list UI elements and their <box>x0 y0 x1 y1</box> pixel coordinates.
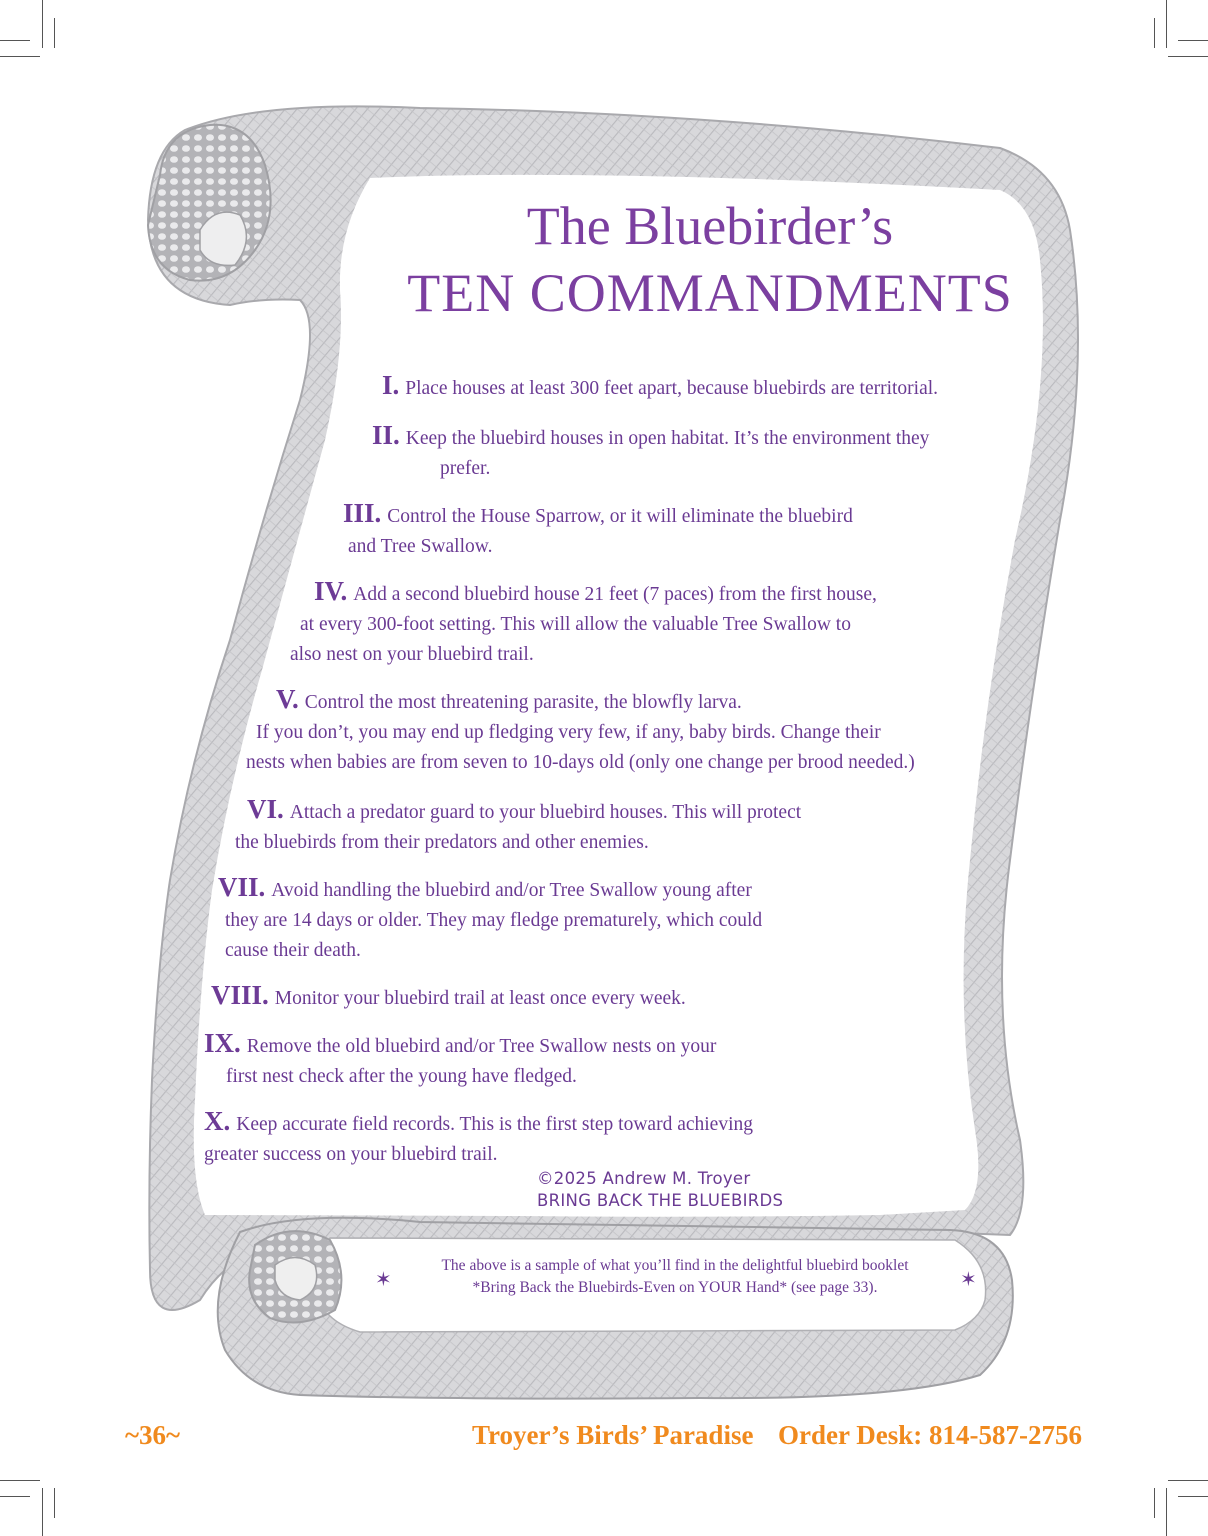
commandment-text: Place houses at least 300 feet apart, because bluebirds are territorial. <box>405 378 939 399</box>
footer-order-desk: Order Desk: 814-587-2756 <box>778 1420 1082 1450</box>
commandment-numeral: I. <box>382 370 400 400</box>
commandment-4 <box>290 576 877 670</box>
commandment-text: they are 14 days or older. They may fledge prematurely, which could <box>225 910 763 931</box>
commandment-text: Remove the old bluebird and/or Tree Swallow nests on your <box>246 1036 717 1057</box>
commandment-text: Control the most threatening parasite, the blowfly larva. <box>304 692 742 713</box>
commandment-text: cause their death. <box>225 940 361 961</box>
commandment-9 <box>204 1028 716 1092</box>
commandment-text: and Tree Swallow. <box>348 536 493 557</box>
commandment-text: the bluebirds from their predators and other enemies. <box>235 832 649 853</box>
commandment-text: If you don’t, you may end up fledging very few, if any, baby birds. Change their <box>256 722 881 743</box>
booklet-note <box>400 1255 950 1299</box>
commandment-numeral: V. <box>276 684 299 714</box>
commandment-text: first nest check after the young have fledged. <box>226 1066 577 1087</box>
copyright-line: ©2025 Andrew M. Troyer <box>537 1169 751 1188</box>
commandment-text: Monitor your bluebird trail at least once every week. <box>274 988 686 1009</box>
commandment-numeral: VIII. <box>211 980 269 1010</box>
star-icon: ✶ <box>375 1269 392 1291</box>
booklet-note-line2: *Bring Back the Bluebirds-Even on YOUR Hand* (see page 33). <box>472 1279 878 1296</box>
commandment-numeral: IV. <box>314 576 348 606</box>
copyright-credit <box>537 1168 783 1212</box>
commandment-7 <box>218 872 762 966</box>
commandment-10 <box>204 1106 753 1170</box>
commandment-text: Add a second bluebird house 21 feet (7 paces) from the first house, <box>353 584 877 605</box>
commandment-numeral: III. <box>343 498 382 528</box>
commandment-text: greater success on your bluebird trail. <box>204 1144 498 1165</box>
commandment-text: at every 300-foot setting. This will allow the valuable Tree Swallow to <box>300 614 851 635</box>
page-number: ~36~ <box>125 1420 181 1450</box>
commandment-2 <box>372 420 929 484</box>
page-title-line1: The Bluebirder’s <box>526 196 894 256</box>
star-icon: ✶ <box>960 1269 977 1291</box>
page-title-line2: TEN COMMANDMENTS <box>407 263 1013 323</box>
footer-company-name: Troyer’s Birds’ Paradise <box>472 1420 754 1450</box>
commandment-text: also nest on your bluebird trail. <box>290 644 534 665</box>
commandment-6 <box>235 794 801 858</box>
commandment-numeral: IX. <box>204 1028 241 1058</box>
commandment-text: prefer. <box>440 458 491 479</box>
commandment-text: Control the House Sparrow, or it will eliminate the bluebird <box>387 506 853 527</box>
commandment-1 <box>382 370 938 404</box>
commandment-8 <box>211 980 686 1014</box>
commandment-text: nests when babies are from seven to 10-days old (only one change per brood needed.) <box>246 752 915 773</box>
commandment-text: Keep accurate field records. This is the first step toward achieving <box>236 1114 753 1135</box>
commandment-5 <box>246 684 915 778</box>
commandment-text: Avoid handling the bluebird and/or Tree Swallow young after <box>271 880 752 901</box>
book-title-line: BRING BACK THE BLUEBIRDS <box>537 1191 784 1210</box>
commandment-numeral: II. <box>372 420 400 450</box>
booklet-note-line1: The above is a sample of what you’ll find in the delightful bluebird booklet <box>441 1257 909 1274</box>
commandment-text: Attach a predator guard to your bluebird houses. This will protect <box>289 802 802 823</box>
commandment-numeral: VII. <box>218 872 266 902</box>
commandment-3 <box>343 498 853 562</box>
commandment-numeral: VI. <box>247 794 284 824</box>
commandment-numeral: X. <box>204 1106 231 1136</box>
commandment-text: Keep the bluebird houses in open habitat. It’s the environment they <box>405 428 930 449</box>
